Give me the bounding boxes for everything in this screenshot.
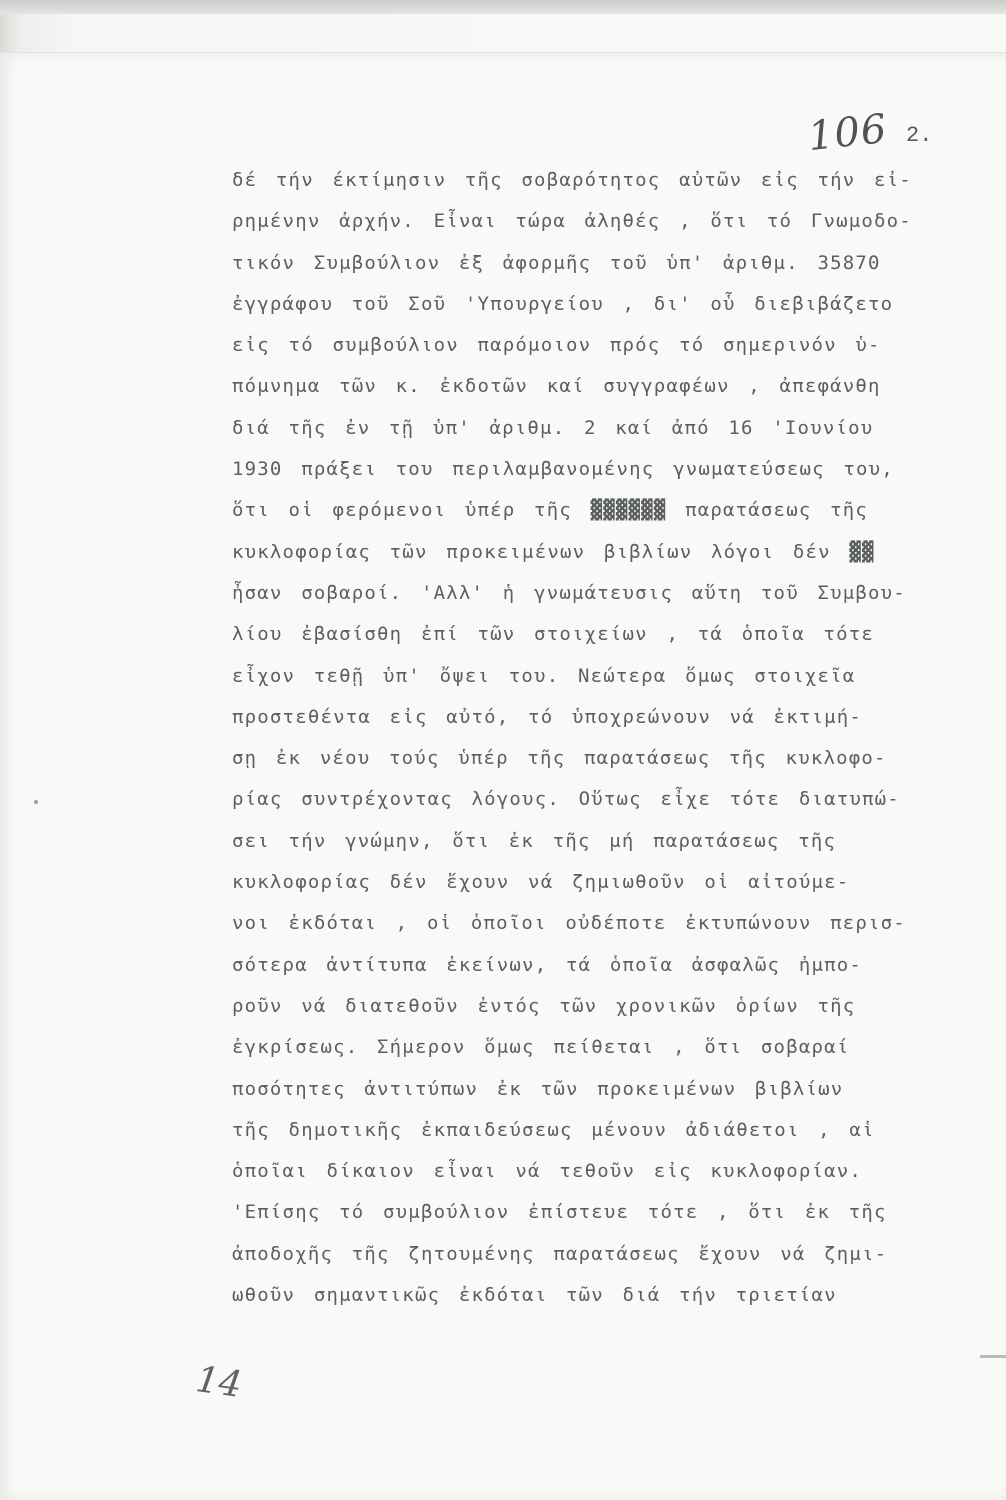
text-line: δέ τήν έκτίμησιν τῆς σοβαρότητος αὐτῶν εἰς τήν εἰ- bbox=[232, 169, 912, 191]
text-line: ροῦν νά διατεθοῦν ἐντός τῶν χρονικῶν ὁρίων τῆς bbox=[232, 994, 856, 1017]
text-line: νοι ἐκδόται , οἱ ὁποῖοι οὐδέποτε ἐκτυπώνουν περισ- bbox=[232, 912, 906, 935]
text-line: ἀποδοχῆς τῆς ζητουμένης παρατάσεως ἔχουν νά ζημι- bbox=[232, 1242, 888, 1265]
text-line: ποσότητες ἀντιτύπων ἐκ τῶν προκειμένων βιβλίων bbox=[232, 1077, 844, 1100]
text-line: πόμνημα τῶν κ. ἐκδοτῶν καί συγγραφέων , ἀπεφάνθη bbox=[232, 375, 881, 398]
typed-body-text bbox=[232, 160, 972, 1316]
text-line: ὁποῖαι δίκαιον εἶναι νά τεθοῦν εἰς κυκλοφορίαν. bbox=[232, 1160, 863, 1183]
text-line: κυκλοφορίας τῶν προκειμένων βιβλίων λόγοι δέν ▓▓ bbox=[232, 540, 875, 563]
margin-edge-mark bbox=[980, 1355, 1006, 1358]
text-line: προστεθέντα εἰς αὐτό, τό ὑποχρεώνουν νά ἐκτιμή- bbox=[232, 705, 863, 728]
text-line: 1930 πράξει του περιλαμβανομένης γνωματεύσεως του, bbox=[232, 458, 894, 481]
scan-top-edge bbox=[0, 0, 1006, 14]
text-line: λίου ἐβασίσθη ἐπί τῶν στοιχείων , τά ὁποῖα τότε bbox=[232, 623, 875, 646]
text-line: σῃ ἐκ νέου τούς ὑπέρ τῆς παρατάσεως τῆς κυκλοφο- bbox=[232, 747, 887, 770]
page-number: 2. bbox=[906, 123, 933, 148]
handwritten-folio-number: 106 bbox=[805, 105, 890, 161]
text-line: ὅτι οἱ φερόμενοι ὑπέρ τῆς ▓▓▓▓▓▓ παρατάσεως τῆς bbox=[232, 499, 869, 522]
text-line: ἐγγράφου τοῦ Σοῦ 'Υπουργείου , δι' οὗ διεβιβάζετο bbox=[232, 292, 894, 315]
text-line: σει τήν γνώμην, ὅτι ἐκ τῆς μή παρατάσεως τῆς bbox=[232, 829, 837, 852]
text-line: κυκλοφορίας δέν ἔχουν νά ζημιωθοῦν οἱ αἰτούμε- bbox=[232, 871, 850, 894]
text-line: τῆς δημοτικῆς ἐκπαιδεύσεως μένουν ἀδιάθετοι , αἱ bbox=[232, 1118, 875, 1141]
text-line: ἐγκρίσεως. Σήμερον ὅμως πείθεται , ὅτι σοβαραί bbox=[232, 1036, 850, 1059]
text-line: εἰς τό συμβούλιον παρόμοιον πρός τό σημερινόν ὑ- bbox=[232, 334, 881, 357]
paper-speck bbox=[34, 800, 38, 804]
text-line: ωθοῦν σημαντικῶς ἐκδόται τῶν διά τήν τριετίαν bbox=[232, 1284, 837, 1307]
text-line: εἶχον τεθῇ ὑπ' ὄψει του. Νεώτερα ὅμως στοιχεῖα bbox=[232, 664, 856, 687]
text-line: σότερα ἀντίτυπα ἐκείνων, τά ὁποῖα ἀσφαλῶς ἠμπο- bbox=[232, 953, 863, 976]
text-line: διά τῆς ἐν τῇ ὑπ' ἀριθμ. 2 καί ἀπό 16 'Ιουνίου bbox=[232, 416, 874, 439]
text-line: 'Επίσης τό συμβούλιον ἐπίστευε τότε , ὅτι ἐκ τῆς bbox=[232, 1201, 887, 1224]
text-line: ἦσαν σοβαροί. 'Αλλ' ἡ γνωμάτευσις αὕτη τοῦ Συμβου- bbox=[232, 581, 906, 604]
text-line: ρημένην ἀρχήν. Εἶναι τώρα ἀληθές , ὅτι τό Γνωμοδο- bbox=[232, 210, 912, 233]
text-line: ρίας συντρέχοντας λόγους. Οὕτως εἶχε τότε διατυπώ- bbox=[232, 788, 900, 811]
handwritten-margin-mark: 14 bbox=[193, 1359, 245, 1406]
text-line: τικόν Συμβούλιον ἐξ ἀφορμῆς τοῦ ὑπ' ἀριθμ. 35870 bbox=[232, 251, 881, 274]
